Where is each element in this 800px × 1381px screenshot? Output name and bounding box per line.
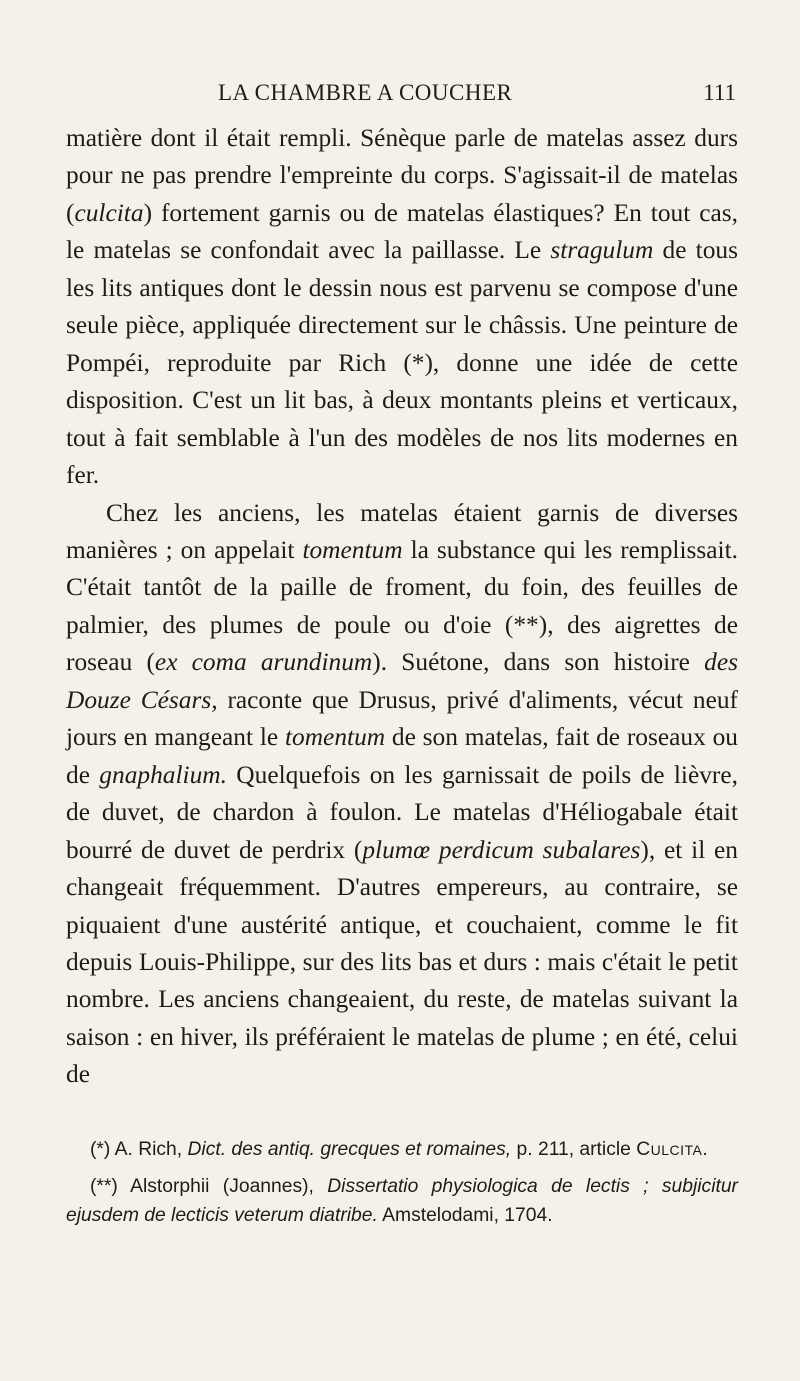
- paragraph-2-text-1: Chez les anciens, les matelas étaient garnis de diverses manières ; on appelait: [66, 498, 738, 564]
- paragraph-2-text-7: ), et il en changeait fréquemment. D'autres empereurs, au contraire, se piquaient d'une austérité antique, et couchaient, comme le fit depuis Louis-Philippe, sur des lits bas et durs : mais c'était le petit nombre. Les anciens changeaient, du reste, de matelas suivant la saison : en hiver, ils préféraient le matelas de plume ; en été, celui de: [66, 835, 739, 1089]
- paragraph-1: [66, 120, 738, 495]
- paragraph-1-text-3: de tous les lits antiques dont le dessin nous est parvenu se compose d'une seule pièce, appliquée directement sur le châssis. Une peinture de Pompéi, reproduite par Rich (*), donne une idée de cette disposition. C'est un lit bas, à deux montants pleins et verticaux, tout à fait semblable à l'un des modèles de nos lits modernes en fer.: [66, 236, 738, 490]
- paragraph-1-text-1: matière dont il était rempli. Sénèque parle de matelas assez durs pour ne pas prendre l'empreinte du corps. S'agissait-il de matelas (: [66, 124, 738, 227]
- paragraph-1-text-2: ) fortement garnis ou de matelas élastiques? En tout cas, le matelas se confondait avec la paillasse. Le: [66, 198, 738, 265]
- title-douze-cesars: des Douze Césars,: [66, 648, 738, 714]
- footnote-1-text-2: p. 211, article: [511, 1139, 637, 1160]
- term-stragulum: stragulum: [550, 236, 654, 265]
- term-gnaphalium: gnaphalium.: [99, 760, 227, 789]
- paragraph-2-text-3: ). Suétone, dans son histoire: [372, 648, 705, 677]
- page-header: [0, 80, 800, 112]
- footnotes: [66, 1135, 738, 1238]
- paragraph-2-text-2: la substance qui les remplissait. C'était tantôt de la paille de froment, du foin, des feuilles de palmier, des plumes de poule ou d'oie (**), des aigrettes de roseau (: [66, 535, 738, 677]
- term-tomentum: tomentum: [302, 535, 403, 564]
- paragraph-2-text-4: raconte que Drusus, privé d'aliments, vécut neuf jours en mangeant le: [66, 685, 738, 752]
- footnote-2: [66, 1172, 738, 1230]
- body-text: [66, 120, 738, 1094]
- paragraph-2-text-6: Quelquefois on les garnissait de poils de lièvre, de duvet, de chardon à foulon. Le matelas d'Héliogabale était bourré de duvet de perdrix (: [66, 760, 738, 864]
- term-tomentum-2: tomentum: [284, 723, 386, 752]
- footnote-1-text-1: (*) A. Rich,: [90, 1139, 188, 1160]
- footnote-1-text-3: .: [702, 1139, 708, 1160]
- term-ex-coma-arundinum: ex coma arundinum: [154, 648, 373, 677]
- footnote-1: [66, 1135, 738, 1164]
- running-title: LA CHAMBRE A COUCHER: [218, 80, 513, 105]
- footnote-2-text-1: (**) Alstorphii (Joannes),: [90, 1176, 328, 1197]
- term-plumae-perdicum: plumœ perdicum subalares: [362, 835, 641, 864]
- page-number: 111: [703, 80, 736, 105]
- paragraph-2-text-5: de son matelas, fait de roseaux ou de: [66, 723, 738, 789]
- footnote-1-article: Culcita: [636, 1139, 703, 1160]
- footnote-1-title: Dict. des antiq. grecques et romaines,: [187, 1139, 512, 1160]
- footnote-2-title: Dissertatio physiologica de lectis ; subjicitur ejusdem de lecticis veterum diatribe.: [66, 1176, 738, 1226]
- footnote-2-text-2: Amstelodami, 1704.: [377, 1205, 553, 1226]
- paragraph-2: [66, 495, 738, 1094]
- term-culcita: culcita: [74, 198, 144, 227]
